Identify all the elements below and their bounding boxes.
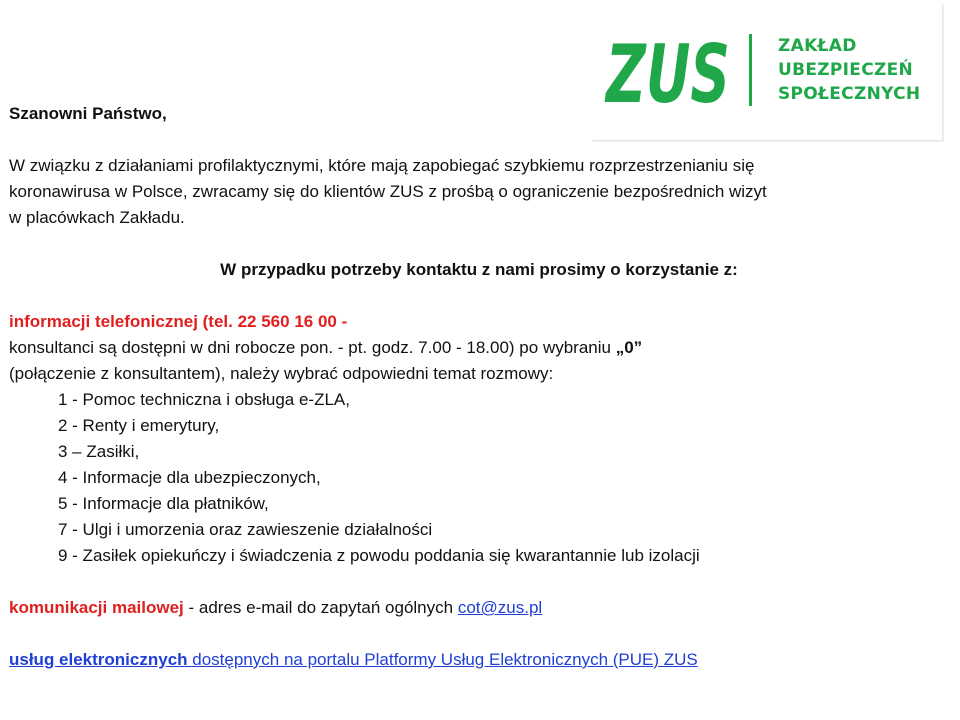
logo-name-line: SPOŁECZNYCH — [778, 84, 921, 104]
logo-name — [778, 34, 920, 106]
phone-option: 4 - Informacje dla ubezpieczonych, — [58, 468, 321, 487]
phone-title: informacji telefonicznej (tel. 22 560 16 00 - — [9, 312, 348, 331]
intro-line: W związku z działaniami profilaktycznymi, które mają zapobiegać szybkiemu rozprzestrzenianiu się — [9, 156, 755, 175]
phone-option: 1 - Pomoc techniczna i obsługa e-ZLA, — [58, 390, 350, 409]
contact-heading: W przypadku potrzeby kontaktu z nami prosimy o korzystanie z: — [220, 260, 738, 279]
phone-digit: „0” — [615, 338, 643, 357]
phone-option: 7 - Ulgi i umorzenia oraz zawieszenie działalności — [58, 520, 433, 539]
email-text: - adres e-mail do zapytań ogólnych — [183, 598, 458, 617]
pue-title-link[interactable]: usług elektronicznych — [9, 650, 188, 669]
zus-logo — [592, 4, 943, 141]
greeting: Szanowni Państwo, — [9, 104, 167, 123]
pue-line[interactable] — [9, 647, 698, 673]
intro-line: koronawirusa w Polsce, zwracamy się do klientów ZUS z prośbą o ograniczenie bezpośrednich wizyt — [9, 182, 767, 201]
email-link[interactable]: cot@zus.pl — [457, 598, 543, 617]
logo-name-line: ZAKŁAD — [778, 36, 857, 56]
phone-option: 5 - Informacje dla płatników, — [58, 494, 269, 513]
email-line — [9, 595, 542, 621]
logo-divider — [749, 34, 752, 106]
phone-hours — [9, 335, 642, 361]
intro-line: w placówkach Zakładu. — [9, 208, 185, 227]
phone-option: 9 - Zasiłek opiekuńczy i świadczenia z powodu poddania się kwarantannie lub izolacji — [58, 546, 700, 565]
zus-logo-mark — [603, 28, 732, 121]
logo-mark-text: ZUS — [603, 28, 730, 121]
phone-hours-text: konsultanci są dostępni w dni robocze pon. - pt. godz. 7.00 - 18.00) po wybraniu — [9, 338, 616, 357]
logo-name-line: UBEZPIECZEŃ — [778, 60, 914, 80]
pue-link[interactable]: dostępnych na portalu Platformy Usług Elektronicznych (PUE) ZUS — [187, 650, 698, 669]
phone-instruction: (połączenie z konsultantem), należy wybrać odpowiedni temat rozmowy: — [9, 364, 554, 383]
email-title: komunikacji mailowej — [9, 598, 184, 617]
phone-option: 3 – Zasiłki, — [58, 442, 140, 461]
phone-option: 2 - Renty i emerytury, — [58, 416, 220, 435]
